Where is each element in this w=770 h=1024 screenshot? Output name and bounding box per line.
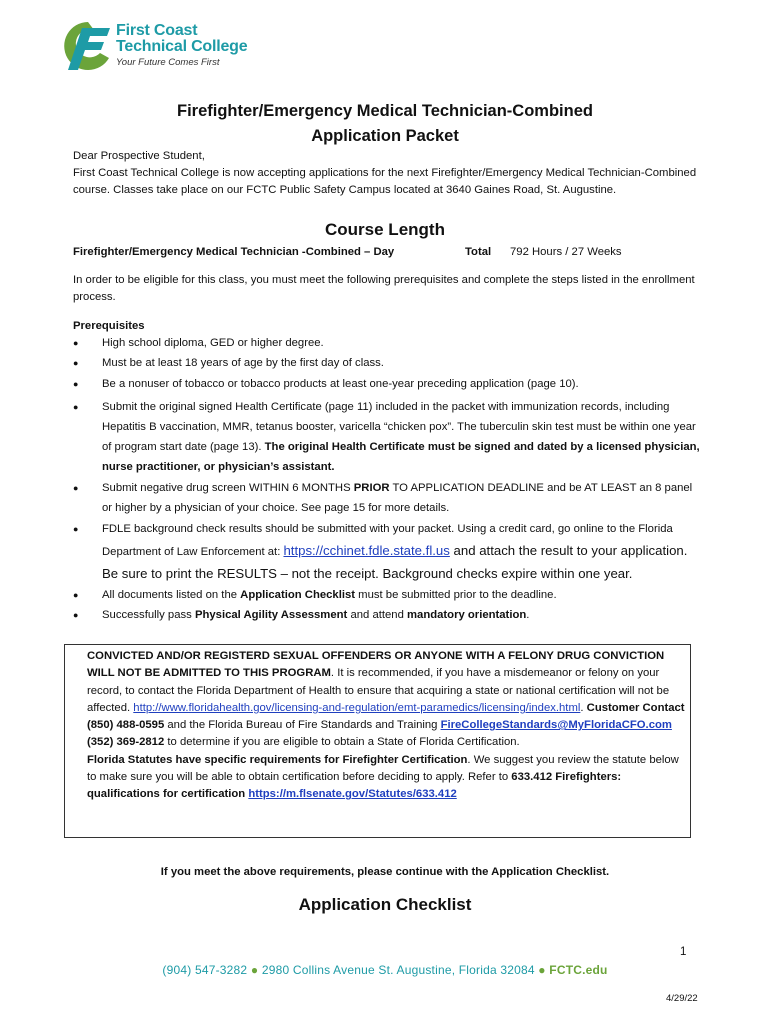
bullet-icon: ● — [73, 379, 79, 389]
bullet-icon: ● — [73, 610, 79, 620]
page-subtitle: Application Packet — [311, 127, 459, 145]
page-title: Firefighter/Emergency Medical Technician-Combined — [177, 102, 593, 120]
total-label: Total — [465, 246, 492, 258]
eligibility-text: In order to be eligible for this class, you must meet the following prerequisites and complete the steps listed in the enrollment process. — [73, 274, 695, 303]
page-number: 1 — [680, 946, 687, 958]
prerequisites-heading: Prerequisites — [73, 320, 145, 332]
course-name: Firefighter/Emergency Medical Technician -Combined – Day — [73, 246, 395, 258]
bullet-icon: ● — [73, 590, 79, 600]
list-item: ● All documents listed on the Application Checklist must be submitted prior to the deadline. — [73, 587, 703, 607]
total-value: 792 Hours / 27 Weeks — [510, 246, 622, 258]
continue-instruction: If you meet the above requirements, please continue with the Application Checklist. — [160, 866, 610, 878]
bullet-icon: ● — [73, 483, 79, 493]
separator-icon: ● — [250, 963, 259, 977]
intro-body: First Coast Technical College is now accepting applications for the next Firefighter/Emergency Medical Technician-Combined course. Classes take place on our FCTC Public Safety Campus located at 3640 Gaines Road, St. Augustine. — [73, 167, 697, 196]
bullet-icon: ● — [73, 358, 79, 368]
statute-link[interactable]: https://m.flsenate.gov/Statutes/633.412 — [248, 788, 457, 801]
list-item: ● Submit negative drug screen WITHIN 6 MONTHS PRIOR TO APPLICATION DEADLINE and be AT LEAST an 8 panel or higher by a physician of your choice. See page 15 for more details. — [73, 478, 703, 518]
fctc-logo-icon — [64, 20, 112, 72]
footer-website[interactable]: FCTC.edu — [549, 963, 608, 977]
list-item: ● FDLE background check results should be submitted with your packet. Using a credit card, go online to the Florida Department of Law Enforcement at: https://cchinet.fdle.state.fl.us and attach the result to your application. Be sure to print the RESULTS – not the receipt. Background checks expire within one year. — [73, 519, 703, 586]
logo — [64, 20, 264, 72]
logo-tagline: Your Future Comes First — [116, 57, 220, 68]
intro — [73, 148, 703, 199]
footer-phone: (904) 547-3282 — [162, 963, 248, 977]
conviction-notice-box: CONVICTED AND/OR REGISTERD SEXUAL OFFENDERS OR ANYONE WITH A FELONY DRUG CONVICTION WILL NOT BE ADMITTED TO THIS PROGRAM. It is recommended, if you have a misdemeanor or felony on your record, to contact the Florida Department of Health to ensure that acquiring a state or national certification will not be affected. http://www.floridahealth.gov/licensing-and-regulation/emt-paramedics/licensing/index.html. Customer Contact (850) 488-0595 and the Florida Bureau of Fire Standards and Training FireCollegeStandards@MyFloridaCFO.com (352) 369-2812 to determine if you are eligible to obtain a State of Florida Certification. Florida Statutes have specific requirements for Firefighter Certification. We suggest you review the statute below to make sure you will be able to obtain certification before deciding to apply. Refer to 633.412 Firefighters: qualifications for certification https://m.flsenate.gov/Statutes/633.412 — [64, 644, 691, 838]
bullet-icon: ● — [73, 524, 79, 534]
separator-icon: ● — [538, 963, 546, 977]
fdle-link[interactable]: https://cchinet.fdle.state.fl.us — [283, 543, 450, 558]
prerequisites-list — [73, 335, 703, 624]
logo-name: First Coast Technical College — [116, 22, 248, 55]
notice-lead: CONVICTED AND/OR REGISTERD SEXUAL OFFENDERS OR ANYONE WITH A FELONY DRUG CONVICTION WILL NOT BE ADMITTED TO THIS PROGRAM — [87, 650, 665, 680]
greeting: Dear Prospective Student, — [73, 150, 205, 162]
course-length-heading: Course Length — [325, 220, 445, 239]
list-item: ● Must be at least 18 years of age by the first day of class. — [73, 355, 703, 376]
list-item: ● Be a nonuser of tobacco or tobacco products at least one-year preceding application (page 10). — [73, 376, 703, 397]
bullet-icon: ● — [73, 402, 79, 412]
checklist-heading: Application Checklist — [298, 895, 472, 914]
fire-college-email-link[interactable]: FireCollegeStandards@MyFloridaCFO.com — [440, 719, 672, 732]
revision-date: 4/29/22 — [666, 993, 698, 1004]
list-item: ● Submit the original signed Health Certificate (page 11) included in the packet with immunization records, including Hepatitis B vaccination, MMR, tetanus booster, varicella “chicken pox”. The tuberculin skin test must be within one year of program start date (page 13). The original Health Certificate must be signed and dated by a licensed physician, nurse practitioner, or physician’s assistant. — [73, 397, 703, 477]
bullet-icon: ● — [73, 338, 79, 348]
footer — [0, 962, 770, 979]
footer-address: 2980 Collins Avenue St. Augustine, Florida 32084 — [261, 963, 535, 977]
list-item: ● Successfully pass Physical Agility Assessment and attend mandatory orientation. — [73, 607, 703, 624]
list-item: ● High school diploma, GED or higher degree. — [73, 335, 703, 355]
prerequisites — [73, 318, 703, 624]
floridahealth-link[interactable]: http://www.floridahealth.gov/licensing-and-regulation/emt-paramedics/licensing/index.html — [133, 701, 581, 714]
